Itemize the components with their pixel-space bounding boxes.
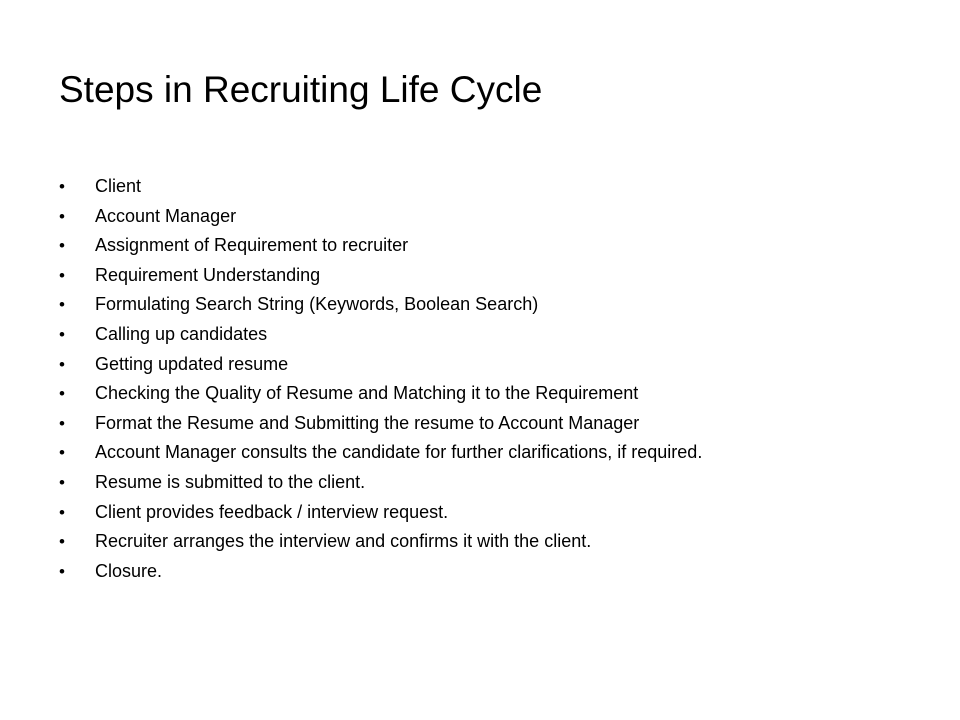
bullet-icon: • [59,265,65,285]
list-item [59,527,702,557]
list-item-text: Recruiter arranges the interview and confirms it with the client. [95,531,592,552]
list-item [59,202,702,232]
bullet-icon: • [59,236,65,256]
bullet-icon: • [59,443,65,463]
list-item [59,231,702,261]
bullet-icon: • [59,532,65,552]
list-item [59,498,702,528]
list-item-text: Resume is submitted to the client. [95,471,366,492]
list-item [59,409,702,439]
list-item-text: Client provides feedback / interview request. [95,501,449,522]
bullet-icon: • [59,295,65,315]
list-item-text: Assignment of Requirement to recruiter [95,235,409,256]
bullet-icon: • [59,561,65,581]
list-item-text: Closure. [95,560,163,581]
list-item-text: Format the Resume and Submitting the resume to Account Manager [95,412,640,433]
list-item [59,320,702,350]
list-item [59,290,702,320]
bullet-icon: • [59,324,65,344]
list-item [59,172,702,202]
bullet-icon: • [59,177,65,196]
list-item [59,468,702,498]
list-item [59,379,702,409]
bullet-icon: • [59,502,65,522]
list-item-text: Getting updated resume [95,353,289,374]
bullet-icon: • [59,384,65,404]
slide-title: Steps in Recruiting Life Cycle [59,69,543,110]
list-item-text: Client [95,176,142,196]
bullet-icon: • [59,413,65,433]
list-item-text: Requirement Understanding [95,264,321,285]
bullet-icon: • [59,206,65,226]
list-item [59,261,702,291]
bullet-list [59,172,702,586]
list-item-text: Checking the Quality of Resume and Matching it to the Requirement [95,383,639,404]
list-item-text: Account Manager [95,205,237,226]
list-item [59,350,702,380]
bullet-icon: • [59,472,65,492]
list-item-text: Formulating Search String (Keywords, Boolean Search) [95,294,539,315]
list-item [59,438,702,468]
bullet-icon: • [59,354,65,374]
list-item-text: Account Manager consults the candidate for further clarifications, if required. [95,442,703,463]
list-item-text: Calling up candidates [95,323,268,344]
list-item [59,557,702,587]
